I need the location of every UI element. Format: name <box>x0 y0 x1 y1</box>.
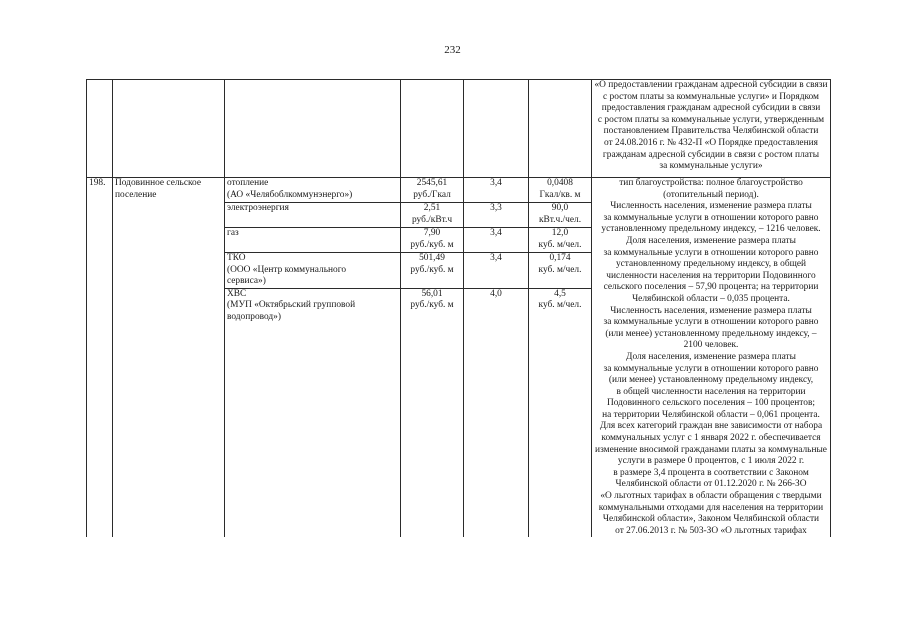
norm-value: 90,0 <box>551 203 569 213</box>
text-line: Челябинской области от 01.12.2020 г. № 266-ЗО <box>615 479 807 490</box>
index-cell: 3,4 <box>464 228 529 253</box>
explanation-text-cell <box>592 178 831 538</box>
text-line: Для всех категорий граждан вне зависимости от набора <box>599 421 823 432</box>
tariff-unit: руб./куб. м <box>410 300 454 311</box>
tariff-cell <box>401 203 464 228</box>
settlement-name-line: поселение <box>115 189 157 200</box>
text-line: в общей численности населения на территории <box>616 386 806 397</box>
settlement-name-cell <box>113 178 225 538</box>
norm-unit: кВт.ч./чел. <box>538 214 582 225</box>
service-name-line: (МУП «Октябрьский групповой <box>227 300 356 311</box>
settlement-name-line: Подовинное сельское <box>115 178 202 188</box>
norm-cell <box>529 203 592 228</box>
tariff-value: 2545,61 <box>416 178 448 188</box>
service-name-cell <box>225 228 401 253</box>
tariff-cell <box>401 288 464 537</box>
tariff-value: 56,01 <box>421 288 443 299</box>
text-line: Доля населения, изменение размера платы <box>626 351 796 362</box>
text-line: за коммунальные услуги в отношении которого равно <box>603 247 819 258</box>
service-name-line: газ <box>227 228 239 238</box>
cell-service-empty <box>225 80 401 178</box>
tariff-unit: руб./Гкал <box>413 189 451 200</box>
index-cell: 4,0 <box>464 288 529 537</box>
norm-value: 0,174 <box>549 253 571 263</box>
tariff-value: 501,49 <box>419 253 445 263</box>
norm-unit: куб. м/чел. <box>538 239 582 250</box>
tariff-table <box>86 79 831 537</box>
norm-cell <box>529 253 592 289</box>
norm-cell <box>529 178 592 203</box>
text-line: в размере 3,4 процента в соответствии с Законом <box>613 467 809 478</box>
cell-number-empty <box>87 80 113 178</box>
service-name-cell <box>225 288 401 537</box>
service-name-line: сервиса») <box>227 276 266 287</box>
cell-index-empty <box>464 80 529 178</box>
service-name-line: (ООО «Центр коммунального <box>227 264 347 275</box>
tariff-cell <box>401 228 464 253</box>
text-line: 2100 человек. <box>683 340 739 351</box>
text-line: «О предоставлении гражданам адресной субсидии в связи <box>594 80 828 90</box>
text-line: Численность населения, изменение размера платы <box>610 201 812 212</box>
text-line: численности населения на территории Подовинного <box>606 270 816 281</box>
tariff-cell <box>401 253 464 289</box>
cell-norm-empty <box>529 80 592 178</box>
index-cell: 3,4 <box>464 253 529 289</box>
norm-value: 12,0 <box>551 228 569 238</box>
service-name-line: (АО «Челябоблкоммунэнерго») <box>227 189 353 200</box>
text-line: (или менее) установленному предельному индексу, <box>608 375 814 386</box>
text-line: Доля населения, изменение размера платы <box>626 235 796 246</box>
text-line: установленному предельному индексу, в общей <box>615 259 807 270</box>
norm-cell <box>529 288 592 537</box>
text-line: от 24.08.2016 г. № 432-П «О Порядке предоставления <box>604 137 818 148</box>
text-line: (отопительный период). <box>663 189 759 200</box>
text-line: за коммунальные услуги в отношении которого равно <box>603 363 819 374</box>
index-cell: 3,4 <box>464 178 529 203</box>
text-line: изменение вносимой гражданами платы за коммунальные <box>595 444 827 455</box>
text-line: Подовинного сельского поселения – 100 процентов; <box>606 398 816 409</box>
tariff-cell <box>401 178 464 203</box>
text-line: сельского поселения – 57,90 процента; на территории <box>603 282 819 293</box>
norm-value: 0,0408 <box>547 178 573 188</box>
norm-cell <box>529 228 592 253</box>
norm-unit: куб. м/чел. <box>538 300 582 311</box>
text-line: Челябинской области – 0,035 процента. <box>632 293 790 304</box>
service-name-cell <box>225 178 401 203</box>
service-name-line: отопление <box>227 178 269 188</box>
service-name-line: электроэнергия <box>227 203 289 213</box>
cell-name-empty <box>113 80 225 178</box>
text-line: услуги в размере 0 процентов, с 1 июля 2022 г. <box>617 456 805 467</box>
text-line: от 27.06.2013 г. № 503-ЗО «О льготных тарифах <box>615 525 807 536</box>
service-name-line: водопровод») <box>227 311 281 322</box>
service-name-line: ТКО <box>227 253 246 263</box>
text-line: с ростом платы за коммунальные услуги» и Порядком <box>603 91 819 102</box>
tariff-value: 7,90 <box>423 228 441 238</box>
service-name-cell <box>225 253 401 289</box>
text-line: (или менее) установленному предельному индексу, – <box>605 328 817 339</box>
text-line: Челябинской области», Законом Челябинской области <box>602 514 820 525</box>
norm-value: 4,5 <box>554 288 566 299</box>
tariff-unit: руб./кВт.ч <box>411 214 453 225</box>
norm-unit: куб. м/чел. <box>538 264 582 275</box>
text-line: предоставления гражданам адресной субсидии в связи <box>601 103 821 114</box>
continuation-text-cell <box>592 80 831 178</box>
text-line: Численность населения, изменение размера платы <box>610 305 812 316</box>
text-line: за коммунальные услуги в отношении которого равно <box>603 317 819 328</box>
service-name-line: ХВС <box>227 288 247 299</box>
text-line: коммунальными отходами для населения на территории <box>598 502 824 513</box>
text-line: с ростом платы за коммунальные услуги, утвержденным <box>597 114 825 125</box>
tariff-unit: руб./куб. м <box>410 239 454 250</box>
text-line: коммунальных услуг с 1 января 2022 г. обеспечивается <box>601 433 821 444</box>
index-cell: 3,3 <box>464 203 529 228</box>
service-name-cell <box>225 203 401 228</box>
norm-unit: Гкал/кв. м <box>539 189 581 200</box>
page-number: 232 <box>444 44 461 56</box>
text-line: тип благоустройства: полное благоустройство <box>619 178 803 188</box>
cell-tariff-empty <box>401 80 464 178</box>
tariff-value: 2,51 <box>423 203 441 213</box>
text-line: установленному предельному индексу, – 1216 человек. <box>601 224 821 235</box>
tariff-unit: руб./куб. м <box>410 264 454 275</box>
text-line: за коммунальные услуги в отношении которого равно <box>603 212 819 223</box>
continuation-row <box>87 80 831 178</box>
service-row <box>87 178 831 203</box>
text-line: гражданам адресной субсидии в связи с ростом платы <box>602 149 820 160</box>
text-line: на территории Челябинской области – 0,061 процента. <box>602 409 820 420</box>
row-number: 198. <box>87 178 113 538</box>
text-line: постановлением Правительства Челябинской области <box>603 126 819 137</box>
text-line: «О льготных тарифах в области обращения с твердыми <box>600 491 822 502</box>
text-line: за коммунальные услуги» <box>659 161 763 172</box>
